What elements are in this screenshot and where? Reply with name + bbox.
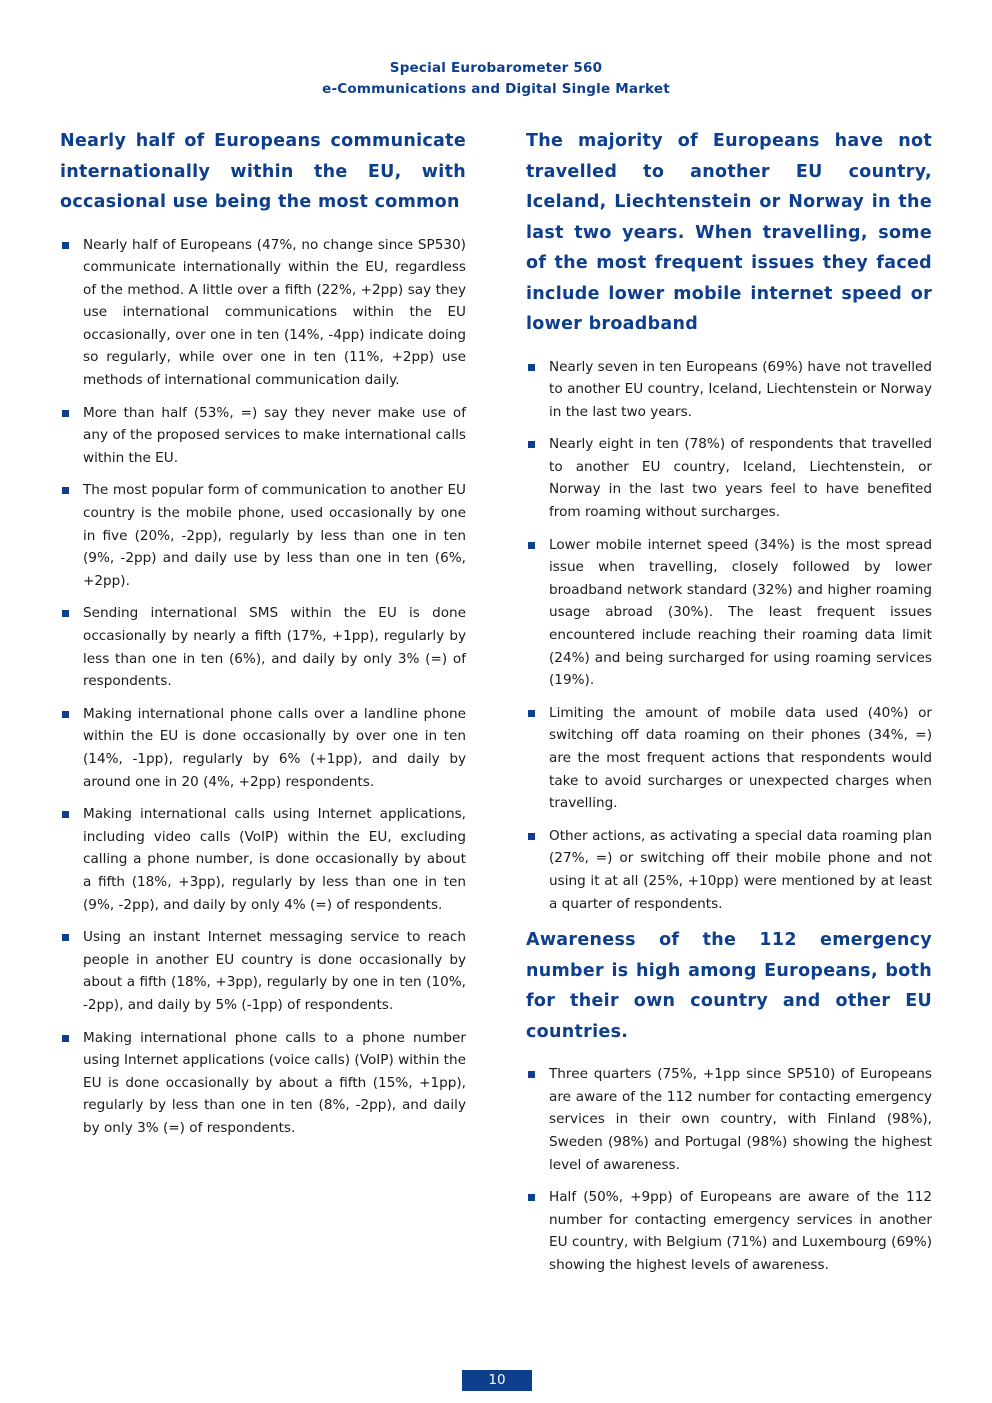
bullet-list-112-awareness — [526, 1063, 932, 1276]
list-item — [60, 803, 466, 916]
square-bullet-icon — [62, 487, 69, 494]
list-item-text: Other actions, as activating a special data roaming plan (27%, =) or switching off their mobile phone and not using it at all (25%, +10pp) were mentioned by at least a quarter of respondents. — [549, 827, 932, 912]
list-item — [60, 703, 466, 793]
list-item — [60, 926, 466, 1016]
document-header — [0, 58, 992, 100]
list-item — [526, 356, 932, 424]
list-item-text: Lower mobile internet speed (34%) is the most spread issue when travelling, closely followed by lower broadband network standard (32%) and higher roaming usage abroad (30%). The least frequent issues encountered include reaching their roaming data limit (24%) and being surcharged for using roaming services (19%). — [549, 536, 932, 689]
list-item-text: Nearly half of Europeans (47%, no change since SP530) communicate internationally within the EU, regardless of the method. A little over a fifth (22%, +2pp) say they use international communications within the EU occasionally, over one in ten (14%, -4pp) indicate doing so regularly, while over one in ten (11%, +2pp) use methods of international communication daily. — [83, 236, 466, 389]
list-item — [60, 602, 466, 692]
section-heading-international-communication: Nearly half of Europeans communicate internationally within the EU, with occasional use being the most common — [60, 131, 466, 212]
square-bullet-icon — [528, 364, 535, 371]
bullet-list-travel-roaming — [526, 356, 932, 916]
list-item — [526, 702, 932, 815]
list-item-text: Limiting the amount of mobile data used (40%) or switching off data roaming on their phones (34%, =) are the most frequent actions that respondents would take to avoid surcharges or unexpected charges when travelling. — [549, 704, 932, 812]
list-item-text: Nearly seven in ten Europeans (69%) have not travelled to another EU country, Iceland, Liechtenstein or Norway in the last two years. — [549, 358, 932, 420]
list-item-text: Making international calls using Internet applications, including video calls (VoIP) within the EU, excluding calling a phone number, is done occasionally by about a fifth (18%, +3pp), regularly by less than one in ten (9%, -2pp), and daily by only 4% (=) of respondents. — [83, 806, 466, 913]
list-item-text: Nearly eight in ten (78%) of respondents that travelled to another EU country, Iceland, Liechtenstein, or Norway in the last two years feel to have benefited from roaming without surcharges. — [549, 436, 932, 521]
list-item — [526, 1186, 932, 1276]
list-item — [526, 433, 932, 523]
list-item — [60, 1027, 466, 1140]
square-bullet-icon — [528, 1194, 535, 1201]
list-item-text: Three quarters (75%, +1pp since SP510) of Europeans are aware of the 112 number for contacting emergency services in their own country, with Finland (98%), Sweden (98%) and Portugal (98%) showing the highest level of awareness. — [549, 1066, 932, 1173]
square-bullet-icon — [528, 710, 535, 717]
bullet-list-international-communication — [60, 234, 466, 1140]
square-bullet-icon — [62, 1035, 69, 1042]
section-heading-112-awareness: Awareness of the 112 emergency number is high among Europeans, both for their own country and other EU countries. — [526, 930, 932, 1042]
square-bullet-icon — [62, 711, 69, 718]
header-subtitle: e-Communications and Digital Single Market — [322, 81, 670, 97]
square-bullet-icon — [528, 542, 535, 549]
list-item-text: Sending international SMS within the EU is done occasionally by nearly a fifth (17%, +1pp), regularly by less than one in ten (6%), and daily by only 3% (=) of respondents. — [83, 605, 466, 690]
list-item-text: Making international phone calls over a landline phone within the EU is done occasionally by over one in ten (14%, -1pp), regularly by 6% (+1pp), and daily by around one in 20 (4%, +2pp) respondents. — [83, 705, 466, 790]
page-number: 10 — [462, 1370, 532, 1391]
list-item-text: More than half (53%, =) say they never make use of any of the proposed services to make international calls within the EU. — [83, 404, 466, 466]
list-item — [526, 825, 932, 915]
square-bullet-icon — [62, 242, 69, 249]
list-item-text: Making international phone calls to a phone number using Internet applications (voice calls) (VoIP) within the EU is done occasionally by about a fifth (15%, +1pp), regularly by less than one in ten (8%, -2pp), and daily by only 3% (=) of respondents. — [83, 1029, 466, 1136]
square-bullet-icon — [62, 410, 69, 417]
right-column — [526, 126, 932, 1287]
list-item — [526, 534, 932, 692]
square-bullet-icon — [62, 811, 69, 818]
list-item — [60, 402, 466, 470]
list-item — [526, 1063, 932, 1176]
square-bullet-icon — [528, 441, 535, 448]
square-bullet-icon — [528, 1071, 535, 1078]
list-item-text: Using an instant Internet messaging service to reach people in another EU country is done occasionally by about a fifth (18%, +3pp), regularly by one in ten (10%, -2pp), and daily by 5% (-1pp) of respondents. — [83, 929, 466, 1013]
square-bullet-icon — [62, 934, 69, 941]
section-heading-travel-roaming: The majority of Europeans have not travelled to another EU country, Iceland, Liechtenstein or Norway in the last two years. When travelling, some of the most frequent issues they faced include lower mobile internet speed or lower broadband — [526, 131, 932, 334]
list-item — [60, 234, 466, 392]
list-item — [60, 479, 466, 592]
header-title: Special Eurobarometer 560 — [389, 60, 603, 76]
square-bullet-icon — [528, 833, 535, 840]
list-item-text: The most popular form of communication to another EU country is the mobile phone, used occasionally by one in five (20%, -2pp), regularly by less than one in ten (9%, -2pp) and daily use by less than one in ten (6%, +2pp). — [83, 482, 466, 589]
list-item-text: Half (50%, +9pp) of Europeans are aware of the 112 number for contacting emergency services in another EU country, with Belgium (71%) and Luxembourg (69%) showing the highest levels of awareness. — [549, 1189, 932, 1273]
left-column — [60, 126, 466, 1149]
square-bullet-icon — [62, 610, 69, 617]
